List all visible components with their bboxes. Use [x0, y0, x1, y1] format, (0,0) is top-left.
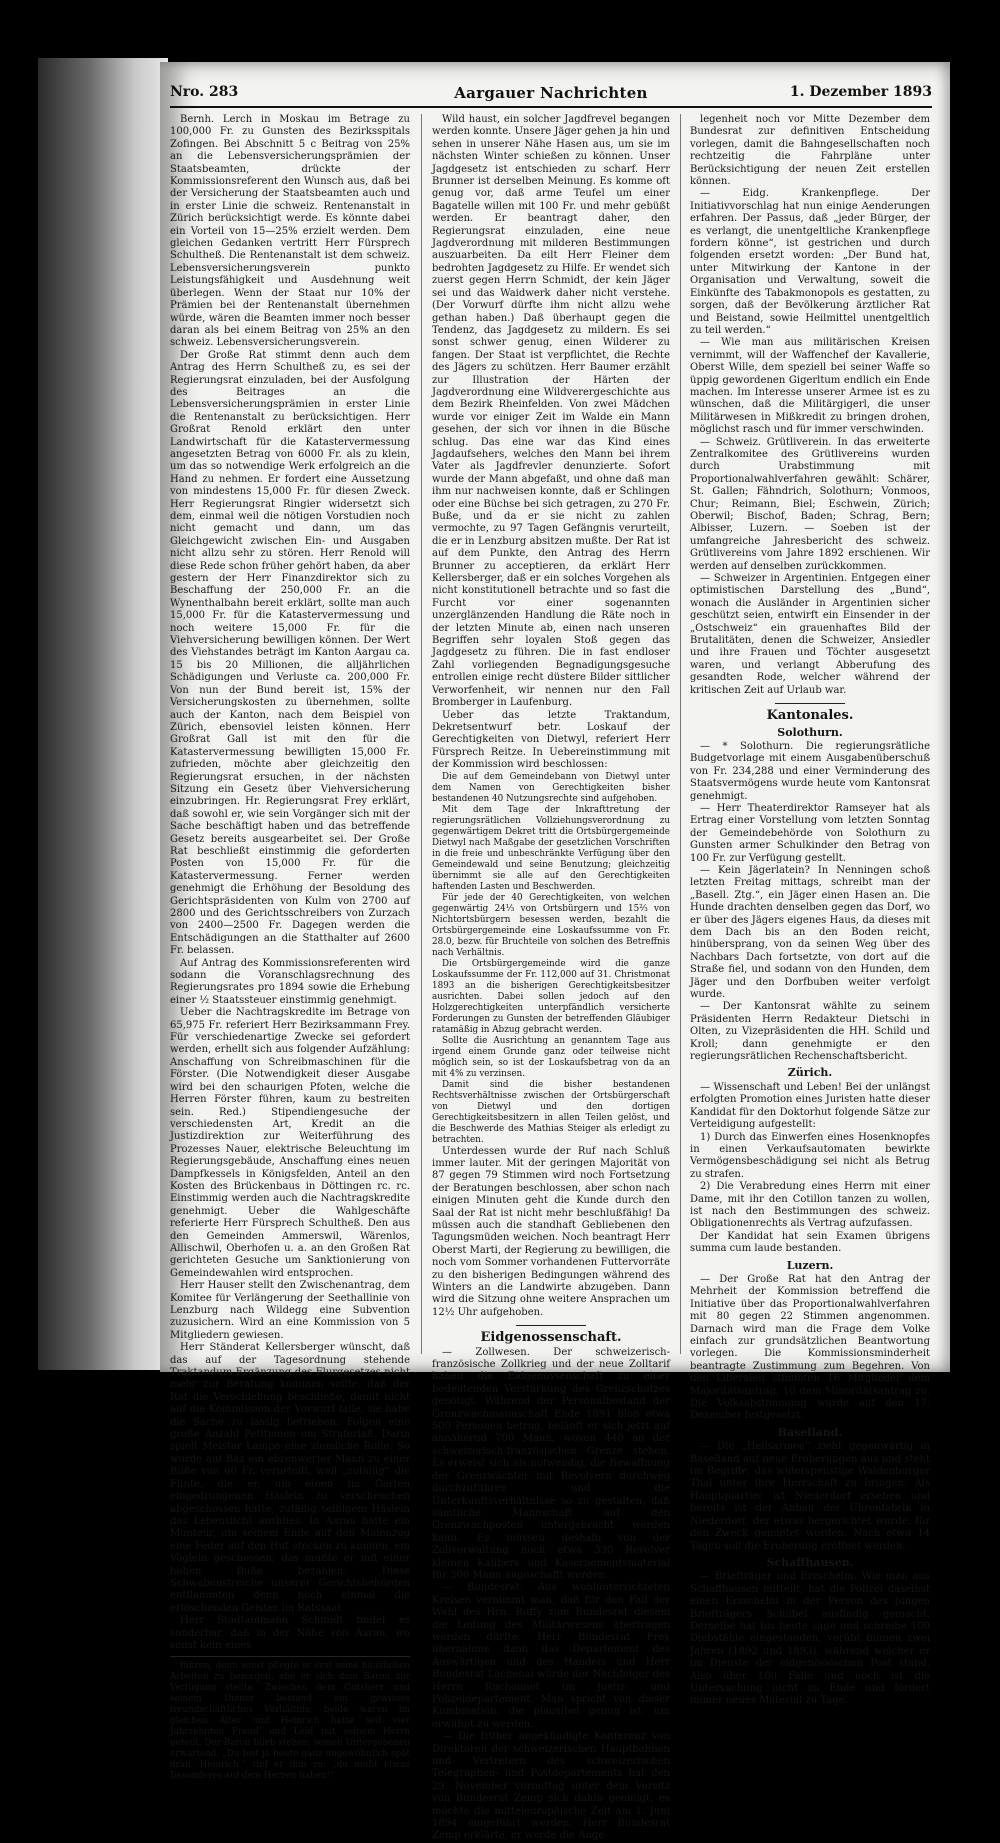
section-heading: Kantonales.: [766, 708, 854, 724]
column-1: [170, 114, 410, 1782]
article-paragraph: — Wissenschaft und Leben! Bei der unlängst erfolgten Promotion eines Juristen hatte dieser Kandidat für den Doktorhut folgende Sätze zur Verteidigung aufgestellt:: [690, 1081, 930, 1131]
article-paragraph: — Wie man aus militärischen Kreisen vernimmt, will der Waffenchef der Kavallerie, Oberst Wille, dem speziell bei seiner Waffe so üppig gewordenen Gigerltum endlich ein Ende machen. Im Interesse unserer Armee ist es zu wünschen, daß die Militärgigerl, die unser Militärwesen in Mißkredit zu bringen drohen, möglichst rasch und für immer verschwinden.: [690, 337, 930, 436]
article-paragraph: — Schweiz. Grütliverein. In das erweiterte Zentralkomitee des Grütlivereins wurden durch Urabstimmung mit Proportionalwahlverfahren gewählt: Schärer, St. Gallen; Fähndrich, Solothurn; Vonmoos, Chur; Reimann, Biel; Eschwein, Zürich; Oberwil; Bischof, Baden; Schrag, Bern; Albisser, Luzern. — Soeben ist der umfangreiche Jahresbericht des schweiz. Grütlivereins vom Jahre 1892 erschienen. Wir werden auf denselben zurückkommen.: [690, 436, 930, 572]
masthead: [170, 84, 932, 106]
article-paragraph: Auf Antrag des Kommissionsreferenten wird sodann die Voranschlagsrechnung des Regierungsrates pro 1894 sowie die Erhebung einer ½ Staatssteuer einstimmig genehmigt.: [170, 957, 410, 1006]
column-2: [432, 114, 670, 1842]
article-paragraph: — Eidg. Krankenpflege. Der Initiativvorschlag hat nun einige Aenderungen erfahren. Der Passus, daß „jeder Bürger, der es verlangt, die unentgeltliche Krankenpflege fordern könne“, ist gestrichen und durch folgenden ersetzt worden: „Der Bund hat, unter Mitwirkung der Kantone in der Organisation und Verwaltung, soweit die Einkünfte des Tabakmonopols es gestatten, zu sorgen, daß der Bevölkerung ärztlicher Rat und Beistand, sowie Heilmittel unentgeltlich zu teil werden.“: [690, 188, 930, 336]
issue-date: 1. Dezember 1893: [789, 84, 932, 100]
article-paragraph: 1) Durch das Einwerfen eines Hosenknopfes in einen Verkaufsautomaten bewirkte Vermögensbeschädigung sei nicht als Betrug zu strafen.: [690, 1131, 930, 1180]
newspaper-page: [160, 62, 950, 1842]
article-paragraph: Der Kandidat hat sein Examen übrigens summa cum laude bestanden.: [690, 1230, 930, 1255]
article-paragraph: — Schweizer in Argentinien. Entgegen einer optimistischen Darstellung des „Bund“, wonach die Ausländer in Argentinien sicher geschützt seien, entwirft ein Einsender in der „Ostschweiz“ ein grauenhaftes Bild der Brutalitäten, denen die Schweizer, Ansiedler und ihre Frauen und Töchter ausgesetzt waren, und verlangt Abberufung des gesandten Rode, welcher während der kritischen Zeit auf Urlaub war.: [690, 573, 930, 696]
subsection-heading: Luzern.: [786, 1258, 834, 1272]
header-rule: [170, 106, 932, 108]
book-binding-edge: [38, 58, 168, 1370]
article-paragraph: Herr Ständerat Kellersberger wünscht, daß das auf der Tagesordnung stehende Traktandum Ergänzung des Flurgesetzes nicht mehr zur Beratung kommen sollte, daß der Rat die Verschiebung beschließe, damit nicht auf die Kommission der Vorwurf falle, sie habe die Sache zu lässig betrieben. Folgen eine große Anzahl Petitionen um Straferlaß. Darin spielt Meister Lampe eine ziemliche Rolle. So wurde auf Bäz ein ehrenwerter Mann zu einer Buße von 60 Fr. verurteilt, weil „zufällig“ die Flinte, die er, um einen im Garten eingedrungenen Häslein zu verscheuchen abgeschossen hatte, zufällig selbigem Häslein das Lebenslicht ausblies. In Aarau hatte ein Monteur, um seinem Ende auf den Maienzug eine Feder auf den Hut stecken zu können, ein Vöglein geschossen; das mußte er mit einer hohen Buße bezahlen. Diese Schwabenstreiche unserer Gerichtsbehörden entflammten denn noch einmal die erlöschenden Geister im Ratssaal.: [170, 1342, 410, 1614]
newspaper-title: Aargauer Nachrichten: [454, 84, 648, 102]
column-3: [690, 114, 930, 1707]
subsection-heading: Schaffhausen.: [766, 1555, 854, 1569]
article-paragraph: Herr Stadtammann Schmidt findet es sonderbar, daß in der Nähe von Aarau, wo sonst kein eines: [170, 1615, 410, 1651]
decree-clause: Für jede der 40 Gerechtigkeiten, von welchen gegenwärtig 24⅓ von Ortsbürgern und 15⅔ von Nichtortsbürgern besessen werden, bezahlt die Ortsbürgergemeinde eine Loskaufssumme von Fr. 28.0, bezw. für Bruchteile von solchen des Betreffnis nach Verhältnis.: [432, 892, 670, 958]
article-paragraph: — Briefträger und Erzschelm. Wie man aus Schaffhausen mitteilt, hat die Polizei daselbst einen Erzschelm in der Person des jungen Briefträgers Schubel ausfindig gemacht. Derselbe hat bis heute sage und schreibe 100 Diebstähle eingestanden, verübt binnen zwei Jahren (1892 und 1893), während welcher er im Dienste der eidgenössischen Post stand. Also über 100 Fälle und noch ist die Untersuchung nicht zu Ende und fördert immer neues Material zu Tage.: [690, 1571, 930, 1707]
article-paragraph: — Der Große Rat hat den Antrag der Mehrheit der Kommission betreffend die Initiative über das Proportionalwahlverfahren mit 80 gegen 22 Stimmen angenommen. Darnach wird man die Frage dem Volke einfach zur grundsätzlichen Beantwortung vorlegen. Die Kommissionsminderheit beantragte Zustimmung zum Begehren. Von den Liberalen stimmten 16 Mitglieder dem Majoritätsantrag, 10 dem Minoritätsantrag zu. Die Volksabstimmung wurde auf den 17. Dezember festgesetzt.: [690, 1273, 930, 1422]
column-divider: [421, 114, 422, 1354]
article-paragraph: Unterdessen wurde der Ruf nach Schluß immer lauter. Mit der geringen Majorität von 87 gegen 79 Stimmen wird noch Fortsetzung der Beratungen beschlossen, aber schon nach einigen Minuten geht die Kunde durch den Saal der Rat ist nicht mehr beschlußfähig! Da müssen auch die standhaft Gebliebenen den Tagungsmüden weichen. Noch beantragt Herr Oberst Marti, der Regierung zu bewilligen, die noch vom Sommer vorhandenen Futtervorräte zu den bisherigen Bedingungen während des Winters an die Landwirte abzugeben. Dann wird die Sitzung ohne weitere Ansprachen um 12½ Uhr aufgehoben.: [432, 1145, 670, 1318]
feuilleton-rule: [170, 1656, 410, 1657]
subsection-heading: Zürich.: [787, 1066, 833, 1080]
column-divider: [680, 114, 681, 1354]
article-paragraph: Herr Hauser stellt den Zwischenantrag, dem Komitee für Verlängerung der Seethallinie von Lenzburg nach Wildegg eine Subvention zuzusichern. Wird an eine Kommission von 5 Mitgliedern gewiesen.: [170, 1280, 410, 1341]
article-paragraph: 2) Die Verabredung eines Herrn mit einer Dame, mit ihr den Cotillon tanzen zu wollen, ist nach den Bestimmungen des schweiz. Obligationenrechts als Vertrag aufzufassen.: [690, 1181, 930, 1230]
subsection-heading: Baselland.: [777, 1425, 843, 1439]
article-paragraph: — Herr Theaterdirektor Ramseyer hat als Ertrag einer Vorstellung vom letzten Sonntag der Gemeindebehörde von Solothurn zu Gunsten armer Schulkinder den Betrag von 100 Fr. zur Verfügung gestellt.: [690, 802, 930, 864]
section-separator: [516, 1325, 586, 1326]
article-paragraph: Ueber die Nachtragskredite im Betrage von 65,975 Fr. referiert Herr Bezirksammann Frey. Für verschiedenartige Zwecke sei gefordert werden, erhellt sich aus folgender Aufzählung: Anschaffung von Schreibmaschinen für die Förster. (Die Notwendigkeit dieser Ausgabe wird bei den schaurigen Pfoten, welche die Herren Förster führen, kaum zu bestreiten sein. Red.) Stipendiengesuche der verschiedensten Art, Kredit an die Justizdirektion zur Weiterführung des Prozesses Nauer, elektrische Beleuchtung im Regierungsgebäude, Anschaffung eines neuen Dampfkessels in Königsfelden, Anteil an den Kosten des Brückenbaus in Döttingen rc. rc. Einstimmig werden auch die Nachtragskredite genehmigt. Ueber die Wahlgeschäfte referierte Herr Fürsprech Schultheß. Den aus den Gemeinden Ammerswil, Wärenlos, Allischwil, Oberhofen u. a. an den Großen Rat gerichteten Gesuche um Sanktionierung von Gemeindewahlen wird entsprochen.: [170, 1007, 410, 1279]
article-paragraph: legenheit noch vor Mitte Dezember dem Bundesrat zur definitiven Entscheidung vorlegen, damit die Bahngesellschaften noch rechtzeitig die Fahrpläne unter Berücksichtigung der neuen Zeit erstellen können.: [690, 114, 930, 188]
article-paragraph: — Die früher angekündigte Konferenz von Direktoren der schweizerischen Hauptbahnen und Vertretern des schweizerischen Telegraphen- und Postdepartements hat den 29. November vormittag unter dem Vorsitz von Bundesrat Zemp sich dahin geeinigt, es möchte die mitteleuropäische Zeit am 1. Juni 1894 eingeführt werden. Herr Bundesrat Zemp erklärte, er werde die Ange-: [432, 1731, 670, 1842]
decree-clause: Die auf dem Gemeindebann von Dietwyl unter dem Namen von Gerechtigkeiten bisher bestandenen 40 Nutzungsrechte sind aufgehoben.: [432, 771, 670, 804]
article-paragraph: — Der Kantonsrat wählte zu seinem Präsidenten Herrn Redakteur Dietschi in Olten, zu Vizepräsidenten die HH. Schild und Kroll; dann genehmigte er den regierungsrätlichen Rechenschaftsbericht.: [690, 1001, 930, 1063]
article-paragraph: Bernh. Lerch in Moskau im Betrage zu 100,000 Fr. zu Gunsten des Bezirksspitals Zofingen. Bei Abschnitt 5 c Beitrag von 25% an die Lebensversicherungsprämien der Staatsbeamten, drückte der Kommissionsreferent den Wunsch aus, daß bei der Versicherung der Staatsbeamten auch und in erster Linie die schweiz. Rentenanstalt in Zürich berücksichtigt werde. Es könnte dabei ein Vorteil von 15—25% erzielt werden. Dem gleichen Gedanken vertritt Herr Fürsprech Schultheß. Die Rentenanstalt ist dem schweiz. Lebensversicherungsverein punkto Leistungsfähigkeit und Ausdehnung weit überlegen. Wenn der Staat nur 10% der Prämien bei der Rentenanstalt übernehmen würde, wären die Beamten immer noch besser daran als bei einem Beitrag von 25% an den schweiz. Lebensversicherungsverein.: [170, 114, 410, 349]
feuilleton-text: führen, denn sonst pflegte er erst seine häuslichen Arbeiten zu besorgen, ehe er sich dem Baron zur Verfügung stellte. Zwischen dem Gutsherr und seinem Diener bestand ein gewisses freundschaftliches Verhältnis; beide waren im gleichen Alter und Heinrich hatte seit vier Jahrzehnten Freud' und Leid mit seinem Herrn geteilt. Der Baron blieb stehen, seinen Untergebenen erwartend. „Du bist ja heute ganz ungewöhnlich spät dran, Heinrich,“ rief er ihm zu; „du mußt etwas Besonderes auf dem Herzen haben!“: [170, 1661, 410, 1782]
decree-clause: Die Ortsbürgergemeinde wird die ganze Loskaufssumme der Fr. 112,000 auf 31. Christmonat 1893 an die bisherigen Gerechtigkeitsbesitzer ausrichten. Dabei sollen jedoch auf den Holzgerechtigkeiten unterpfändlich versicherte Forderungen zu Gunsten der betreffenden Gläubiger ratamäßig in Abzug gebracht werden.: [432, 958, 670, 1035]
article-paragraph: Der Große Rat stimmt denn auch dem Antrag des Herrn Schultheß zu, es sei der Regierungsrat einzuladen, bei der Ausfolgung des Beitrages an die Lebensversicherungsprämien in erster Linie die Rentenanstalt zu berücksichtigen. Herr Großrat Renold erklärt den unter Landwirtschaft für die Katastervermessung angesetzten Betrag von 6000 Fr. als zu klein, um das so notwendige Werk erfolgreich an die Hand zu nehmen. Er fordert eine Aussetzung von mindestens 15,000 Fr. für diesen Zweck. Herr Regierungsrat Ringier widersetzt sich dem, einmal weil die nötigen Vorstudien noch nicht gemacht und dann, um das Gleichgewicht zwischen Ein- und Ausgaben nicht allzu sehr zu stören. Herr Renold will diese Rede schon früher gehört haben, da aber gestern der Herr Finanzdirektor sich zu Beschaffung der 250,000 Fr. an die Wynenthalbahn bereit erklärt, sollte man auch 15,000 Fr. für die Katastervermessung und noch weitere 15,000 Fr. für die Viehversicherung bewilligen können. Der Wert des Viehstandes beträgt im Kanton Aargau ca. 15 bis 20 Millionen, die alljährlichen Schädigungen und Verluste ca. 200,000 Fr. Von nun der Bund bereit ist, 15% der Versicherungskosten zu übernehmen, sollte auch der Kanton, nach dem Beispiel von Zürich, ebensoviel leisten können. Herr Großrat Gall ist mit den für die Katastervermessung bewilligten 15,000 Fr. zufrieden, möchte aber gleichzeitig den Regierungsrat ersuchen, in der nächsten Sitzung ein Gesetz über Viehversicherung einzubringen. Hr. Regierungsrat Frey erklärt, daß sowohl er, wie sein Vorgänger sich mit der Sache beschäftigt haben und das betreffende Gesetz bereits ausgearbeitet sei. Der Große Rat beschließt einstimmig die geforderten Posten von 15,000 Fr. für die Katastervermessung. Ferner werden genehmigt die Erhöhung der Besoldung des Gerichtspräsidenten von Kulm von 2700 auf 2800 und des Gerichtsschreibers von Zurzach von 2400—2500 Fr. Dagegen werden die Entschädigungen an die Statthalter auf 2600 Fr. belassen.: [170, 349, 410, 957]
article-paragraph: Ueber das letzte Traktandum, Dekretsentwurf betr. Loskauf der Gerechtigkeiten von Dietwyl, referiert Herr Fürsprech Reitze. In Uebereinstimmung mit der Kommission wird beschlossen:: [432, 709, 670, 771]
decree-clause: Damit sind die bisher bestandenen Rechtsverhältnisse zwischen der Ortsbürgerschaft von Dietwyl und den dortigen Gerechtigkeitsbesitzern in allen Teilen gelöst, und die Beschwerde des Mathias Steiger als erledigt zu betrachten.: [432, 1079, 670, 1145]
decree-clause: Mit dem Tage der Inkrafttretung der regierungsrätlichen Vollziehungsverordnung zu gegenwärtigem Dekret tritt die Ortsbürgergemeinde Dietwyl nach Maßgabe der gesetzlichen Vorschriften in die freie und unbeschränkte Verfügung über den Gemeindewald und seine Benutzung; gleichzeitig übernimmt sie alle auf den Gerechtigkeiten haftenden Lasten und Beschwerden.: [432, 804, 670, 892]
decree-clause: Sollte die Ausrichtung an genanntem Tage aus irgend einem Grunde ganz oder teilweise nicht möglich sein, so ist der Loskaufsbetrag von da an mit 4% zu verzinsen.: [432, 1035, 670, 1079]
article-paragraph: — Die „Heilsarmee“ zieht gegenwärtig in Baselland auf neue Eroberungen aus und steht im Begriffe, das widerspenstige Waldenburger Thal unter ihre Herrschaft zu bringen. Als Hauptquartier ist Niederdorf ersehen und bereits ist der Anbau der Uhrenfabrik in Niederdorf, der etwas hergerichtet wurde, für den Zweck gemietet worden. Nach etwa 14 Tagen soll die Eroberung eröffnet werden.: [690, 1441, 930, 1552]
issue-number: Nro. 283: [170, 84, 239, 100]
section-separator: [775, 703, 845, 704]
article-paragraph: — Bundesrat. Aus wohlunterrichteten Kreisen vernimmt man, daß für den Fall der Wahl des Hrn. Ruffy zum Bundesrat diesem die Leitung des Militärwesens übertragen werden dürfte. Herr Bundesrat Frey übernähme dann das Departement des Auswärtigen und des Handels und Herr Bundesrat Lachenal würde der Nachfolger des Herrn Ruchonnet im Justiz- und Polizeidepartement. Man spricht von dieser Kombination, die plausibel genug ist, um erwähnt zu werden.: [432, 1582, 670, 1730]
section-heading: Eidgenossenschaft.: [480, 1330, 622, 1346]
article-paragraph: — Zollwesen. Der schweizerisch-französische Zollkrieg und der neue Zolltarif haben die Eidgenossenschaft zu einer bedeutenden Verstärkung des Grenzschutzes genötigt. Während der Personalbestand der Grenzwachmannschaft Ende 1891 bloß etwa 500 Personen betrug, beläuft er sich jetzt auf annähernd 700 Mann, wovon 440 an der schweizerisch-französischen Grenze stehen. Es erweist sich als notwendig, die Bewaffnung der Grenzwächter mit Revolvern durchweg durchzuführen und die Unterkunftsverhältnisse so zu gestalten, daß sämtliche Mannschaft auf den Grenzwachposten untergebracht werden kann. Es müssen deshalb von der Zollverwaltung noch etwa 330 Revolver kleinen Kalibers und Kasernementsmaterial für 300 Mann angeschafft werden.: [432, 1346, 670, 1581]
subsection-heading: Solothurn.: [777, 725, 843, 739]
article-paragraph: — * Solothurn. Die regierungsrätliche Budgetvorlage mit einem Ausgabenüberschuß von Fr. 234,288 und einer Verminderung des Staatsvermögens wurde heute vom Kantonsrat genehmigt.: [690, 740, 930, 802]
article-paragraph: Wild haust, ein solcher Jagdfrevel begangen werden konnte. Unsere Jäger gehen ja hin und sehen in unserer Nähe Hasen aus, um sie im nächsten Winter schießen zu können. Unser Jagdgesetz ist entschieden zu scharf. Herr Brunner ist derselben Meinung. Es komme oft genug vor, daß arme Teufel um einer Bagatelle willen mit 100 Fr. und mehr gebüßt werden. Er beantragt daher, den Regierungsrat einzuladen, eine neue Jagdverordnung mit milderen Bestimmungen auszuarbeiten. Da eilt Herr Fleiner dem bedrohten Jagdgesetz zu Hilfe. Er wendet sich zuerst gegen Herrn Schmidt, der kein Jäger sei und das Waidwerk daher nicht verstehe. (Der Vorwurf dürfte ihm nicht allzu wehe gethan haben.) Daß überhaupt gegen die Tendenz, das Jagdgesetz zu mildern. Es sei sonst schwer genug, einen Wilderer zu fangen. Der Staat ist verpflichtet, die Rechte des Jägers zu schützen. Herr Baumer erzählt zur Illustration der Härten der Jagdverordnung eine Wildverergeschichte aus dem Bezirk Rheinfelden. Von zwei Mädchen wurde vor einiger Zeit im Walde ein Mann gesehen, der sich vor ihnen in die Büsche schlug. Das eine war das Kind eines Jagdaufsehers, welches den Mann bei ihrem Vater als Jagdfrevler denunzierte. Sofort wurde der Mann abgefaßt, und ohne daß man ihm nur nachweisen konnte, daß er Schlingen oder eine Büchse bei sich getragen, zu 270 Fr. Buße, und da er sie nicht zu zahlen vermochte, zu 97 Tagen Gefängnis verurteilt, die er in Lenzburg absitzen mußte. Der Rat ist auf dem Punkte, den Antrag des Herrn Brunner zu acceptieren, da erklärt Herr Kellersberger, daß er ein solches Vorgehen als nicht konstitutionell betrachte und so fast die Furcht vor einer sogenannten unzerglänzenden Handlung die Räte noch in der letzten Minute ab, einen nach unseren Begriffen sehr loyalen Stoß gegen das Jagdgesetz zu führen. Die in fast endloser Zahl vorliegenden Begnadigungsgesuche entrollen einige recht düstere Bilder sittlicher Verworfenheit, wir nennen nur den Fall Bromberger in Laufenburg.: [432, 114, 670, 709]
article-paragraph: — Kein Jägerlatein? In Nenningen schoß letzten Freitag mittags, schreibt man der „Basell. Ztg.“, ein Jäger einen Hasen an. Die Hunde drachten denselben gegen das Dorf, wo er über des Jägers eigenes Haus, da dieses mit dem Dach bis an den Boden reicht, hinübersprang, von da seinen Weg über des Nachbars Dach fortsetzte, von dort auf die Straße fiel, und sodann von den Hunden, dem Jäger und den Dorfbuben weiter verfolgt wurde.: [690, 864, 930, 1001]
